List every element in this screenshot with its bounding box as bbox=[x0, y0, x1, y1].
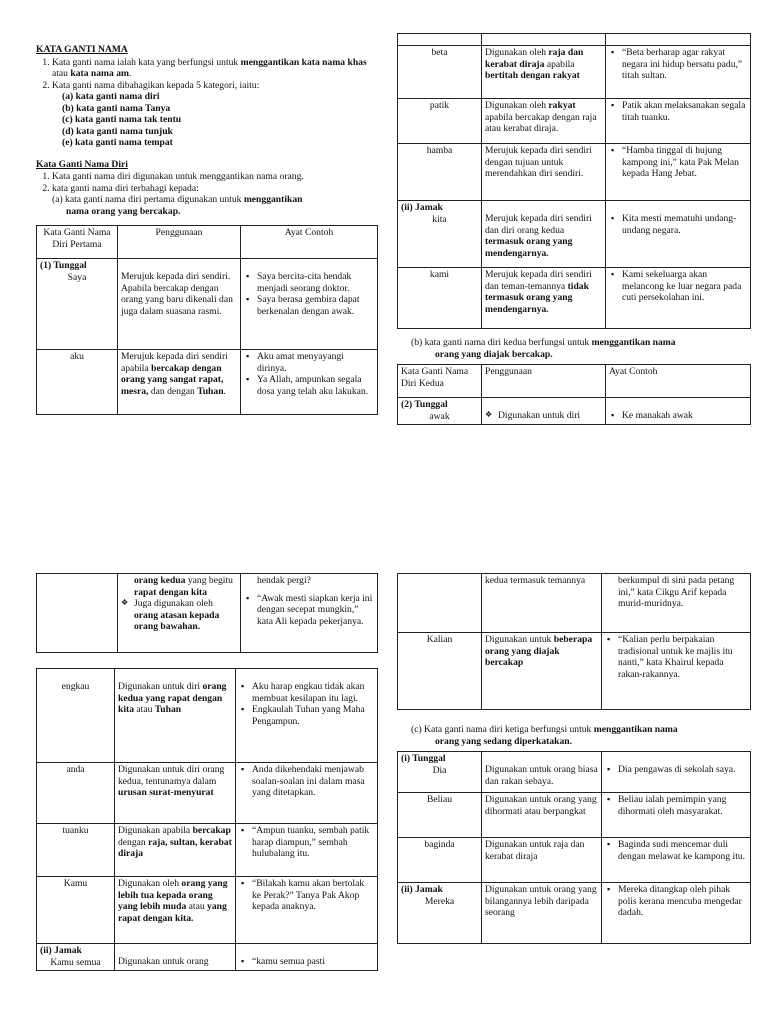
table-row bbox=[37, 824, 378, 877]
example-cell bbox=[602, 752, 751, 793]
word-cell: hamba bbox=[398, 144, 482, 201]
table-row bbox=[398, 201, 751, 268]
page-panel-2 bbox=[397, 33, 751, 465]
word-cell: (ii) Jamak Kamu semua bbox=[37, 944, 115, 971]
table-row bbox=[398, 838, 751, 883]
usage-cell: Merujuk kepada diri sendiri dengan tujuan untuk merendahkan diri sendiri. bbox=[482, 144, 606, 201]
table-row bbox=[398, 883, 751, 944]
example-cell bbox=[606, 99, 751, 144]
usage-cell: Digunakan oleh rakyat apabila bercakap dengan raja atau kerabat diraja. bbox=[482, 99, 606, 144]
example-cell bbox=[606, 144, 751, 201]
list-item: ▪ Engkaulah Tuhan yang Maha Pengampun. bbox=[252, 704, 374, 727]
table-row bbox=[398, 752, 751, 793]
table-header-row bbox=[398, 34, 751, 46]
page-panel-1 bbox=[36, 44, 378, 464]
intro-point-1: 1. Kata ganti nama ialah kata yang berfungsi untuk menggantikan kata nama khas atau kata nama am. bbox=[52, 57, 378, 80]
section-title: Kata Ganti Nama Diri bbox=[36, 158, 128, 170]
first-person-table-cont bbox=[397, 33, 751, 329]
table-row bbox=[398, 793, 751, 838]
example-cell bbox=[236, 824, 378, 877]
usage-cell: Digunakan untuk diri orang kedua yang rapat dengan kita atau Tuhan bbox=[115, 669, 236, 763]
list-item: ▪ “Awak mesti siapkan kerja ini dengan secepat mungkin,” kata Ali kepada pekerjanya. bbox=[257, 593, 374, 628]
word-cell bbox=[398, 574, 482, 633]
list-item: ▪ Beliau ialah pemimpin yang dihormati oleh masyarakat. bbox=[618, 794, 747, 817]
list-item: ▪ Kami sekeluarga akan melancong ke luar negara pada cuti persekolahan ini. bbox=[622, 269, 747, 304]
list-item: ▪ Ke manakah awak bbox=[622, 410, 747, 422]
table-row bbox=[37, 574, 378, 653]
word-cell: patik bbox=[398, 99, 482, 144]
list-item: ▪ “Kalian perlu berpakaian tradisional untuk ke majlis itu nanti,” kata Khairul kepada rakan-rakannya. bbox=[618, 634, 747, 680]
example-cell bbox=[606, 398, 751, 425]
example-cell bbox=[236, 877, 378, 944]
header-cell: Ayat Contoh bbox=[241, 226, 378, 259]
usage-cell: ❖ Digunakan untuk diri bbox=[482, 398, 606, 425]
word-cell: engkau bbox=[37, 669, 115, 763]
section-list bbox=[36, 171, 378, 194]
word-cell bbox=[37, 574, 118, 653]
list-item: ▪ “Hamba tinggal di hujung kampong ini,” kata Pak Melan kepada Hang Jebat. bbox=[622, 145, 747, 180]
list-item: ▪ Kita mesti mematuhi undang-undang negara. bbox=[622, 213, 747, 236]
usage-cell: Digunakan untuk orang yang dihormati atau berpangkat bbox=[482, 793, 602, 838]
table-row bbox=[398, 46, 751, 99]
word-cell: (2) Tunggal awak bbox=[398, 398, 482, 425]
list-item: ▪ Dia pengawas di sekolah saya. bbox=[618, 764, 747, 776]
list-item: ▪ Mereka ditangkap oleh pihak polis kerana mencuba mengedar dadah. bbox=[618, 884, 747, 919]
second-person-table-2 bbox=[36, 668, 378, 971]
table-row bbox=[37, 763, 378, 824]
header-cell: Kata Ganti Nama Diri Pertama bbox=[37, 226, 118, 259]
intro-point-2: 2. Kata ganti nama dibahagikan kepada 5 kategori, iaitu: (a) kata ganti nama diri (b) kata ganti nama Tanya (c) kata ganti nama tak tentu (d) kata ganti nama tunjuk (e) kata ganti nama tempat bbox=[52, 80, 378, 149]
table-row bbox=[398, 398, 751, 425]
example-cell bbox=[236, 763, 378, 824]
second-person-table-cont bbox=[36, 573, 378, 653]
example-cell bbox=[241, 259, 378, 350]
table-row bbox=[398, 633, 751, 710]
list-item: ▪ “Ampun tuanku, sembah patik harap diampun,” sembah hulubalang itu. bbox=[252, 825, 374, 860]
category-item: (e) kata ganti nama tempat bbox=[62, 137, 173, 148]
word-cell: beta bbox=[398, 46, 482, 99]
word-cell: (ii) Jamak kita bbox=[398, 201, 482, 268]
doc-title: KATA GANTI NAMA bbox=[36, 44, 128, 55]
usage-cell: Digunakan oleh raja dan kerabat diraja apabila bertitah dengan rakyat bbox=[482, 46, 606, 99]
table-row bbox=[398, 144, 751, 201]
category-item: (c) kata ganti nama tak tentu bbox=[62, 114, 182, 125]
word-cell: (ii) Jamak Mereka bbox=[398, 883, 482, 944]
list-item: ▪ “kamu semua pasti bbox=[252, 956, 374, 968]
example-cell: hendak pergi? ▪ “Awak mesti siapkan kerja ini dengan secepat mungkin,” kata Ali kepada pekerjanya. bbox=[241, 574, 378, 653]
list-item: ▪ Saya berasa gembira dapat berkenalan dengan awak. bbox=[257, 294, 374, 317]
word-cell: tuanku bbox=[37, 824, 115, 877]
header-cell: Penggunaan bbox=[482, 365, 606, 398]
example-cell bbox=[602, 883, 751, 944]
word-cell: Beliau bbox=[398, 793, 482, 838]
second-person-table-3 bbox=[397, 573, 751, 710]
list-item: ▪ Baginda sudi mencemar duli dengan melawat ke kampong itu. bbox=[618, 839, 747, 862]
usage-cell: kedua termasuk temannya bbox=[482, 574, 602, 633]
section-point-2: 2. kata ganti nama diri terbahagi kepada: bbox=[52, 183, 378, 195]
table-row bbox=[37, 669, 378, 763]
list-item: ▪ Patik akan melaksanakan segala titah tuanku. bbox=[622, 100, 747, 123]
usage-cell: Merujuk kepada diri sendiri dan teman-temannya tidak termasuk orang yang mendengarnya. bbox=[482, 268, 606, 329]
sub-a-text: (a) kata ganti nama diri pertama digunakan untuk menggantikan nama orang yang bercakap. bbox=[52, 194, 303, 217]
example-cell bbox=[602, 633, 751, 710]
table-row bbox=[398, 268, 751, 329]
example-cell: berkumpul di sini pada petang ini,” kata Cikgu Arif kepada murid-muridnya. bbox=[602, 574, 751, 633]
usage-cell: Digunakan untuk orang yang bilangannya lebih daripada seorang bbox=[482, 883, 602, 944]
page-panel-3 bbox=[36, 573, 378, 1009]
usage-cell: Digunakan untuk orang biasa dan rakan sebaya. bbox=[482, 752, 602, 793]
usage-cell: Merujuk kepada diri sendiri apabila bercakap dengan orang yang sangat rapat, mesra, dan dengan Tuhan. bbox=[118, 350, 241, 415]
first-person-table bbox=[36, 225, 378, 415]
word-cell: Kalian bbox=[398, 633, 482, 710]
example-cell bbox=[602, 838, 751, 883]
category-item: (d) kata ganti nama tunjuk bbox=[62, 125, 173, 137]
list-item: ▪ Anda dikehendaki menjawab soalan-soalan ini dalam masa yang ditetapkan. bbox=[252, 764, 374, 799]
list-item: ▪ “Beta berharap agar rakyat negara ini hidup bersatu padu,” titah sultan. bbox=[622, 47, 747, 82]
table-row bbox=[398, 99, 751, 144]
table-row bbox=[37, 877, 378, 944]
example-cell bbox=[241, 350, 378, 415]
example-cell bbox=[236, 944, 378, 971]
example-cell bbox=[606, 46, 751, 99]
usage-cell: Merujuk kepada diri sendiri. Apabila bercakap dengan orang yang baru dikenali dan juga dalam suasana rasmi. bbox=[118, 259, 241, 350]
header-cell: Penggunaan bbox=[118, 226, 241, 259]
word-cell: baginda bbox=[398, 838, 482, 883]
section-point-1: 1. Kata ganti nama diri digunakan untuk menggantikan nama orang. bbox=[52, 171, 378, 183]
usage-cell: Digunakan apabila bercakap dengan raja, sultan, kerabat diraja bbox=[115, 824, 236, 877]
header-cell: Kata Ganti Nama Diri Kedua bbox=[398, 365, 482, 398]
usage-cell: Digunakan untuk raja dan kerabat diraja bbox=[482, 838, 602, 883]
example-cell bbox=[606, 201, 751, 268]
table-row bbox=[37, 350, 378, 415]
example-cell bbox=[236, 669, 378, 763]
page-panel-4 bbox=[397, 573, 751, 973]
word-cell: anda bbox=[37, 763, 115, 824]
word-cell: (1) Tunggal Saya bbox=[37, 259, 118, 350]
list-item: ▪ “Bilakah kamu akan bertolak ke Perak?” Tanya Pak Akop kepada anaknya. bbox=[252, 878, 374, 913]
usage-cell: Digunakan untuk orang bbox=[115, 944, 236, 971]
header-cell: Ayat Contoh bbox=[606, 365, 751, 398]
category-list bbox=[62, 91, 378, 149]
sub-c-text: (c) Kata ganti nama diri ketiga berfungsi untuk menggantikan nama orang yang sedang diperkatakan. bbox=[411, 724, 678, 747]
list-item: ▪ Aku harap engkau tidak akan membuat kesilapan itu lagi. bbox=[252, 681, 374, 704]
word-cell: (i) Tunggal Dia bbox=[398, 752, 482, 793]
category-item: (a) kata ganti nama diri bbox=[62, 91, 160, 102]
word-cell: Kamu bbox=[37, 877, 115, 944]
usage-cell: Digunakan oleh orang yang lebih tua kepada orang yang lebih muda atau yang rapat dengan kita. bbox=[115, 877, 236, 944]
intro-list bbox=[36, 57, 378, 149]
table-row bbox=[398, 574, 751, 633]
second-person-table bbox=[397, 364, 751, 425]
example-cell bbox=[602, 793, 751, 838]
category-item: (b) kata ganti nama Tanya bbox=[62, 102, 171, 114]
third-person-table bbox=[397, 751, 751, 944]
list-item: ▪ Aku amat menyayangi dirinya. bbox=[257, 351, 374, 374]
usage-cell: Merujuk kepada diri sendiri dan diri orang kedua termasuk orang yang mendengarnya. bbox=[482, 201, 606, 268]
example-cell bbox=[606, 268, 751, 329]
list-item: ▪ Saya bercita-cita hendak menjadi seorang doktor. bbox=[257, 271, 374, 294]
usage-cell: Digunakan untuk diri orang kedua, tentunamya dalam urusan surat-menyurat bbox=[115, 763, 236, 824]
table-row bbox=[37, 259, 378, 350]
table-row bbox=[37, 944, 378, 971]
usage-cell: orang kedua yang begitu rapat dengan kita ❖ Juga digunakan oleh orang atasan kepada orang bawahan. bbox=[118, 574, 241, 653]
table-header-row bbox=[398, 365, 751, 398]
table-header-row bbox=[37, 226, 378, 259]
word-cell: kami bbox=[398, 268, 482, 329]
list-item: ▪ Ya Allah, ampunkan segala dosa yang telah aku lakukan. bbox=[257, 374, 374, 397]
sub-b-text: (b) kata ganti nama diri kedua berfungsi untuk menggantikan nama orang yang diajak bercakap. bbox=[411, 337, 676, 360]
usage-cell: Digunakan untuk beberapa orang yang diajak bercakap bbox=[482, 633, 602, 710]
word-cell: aku bbox=[37, 350, 118, 415]
